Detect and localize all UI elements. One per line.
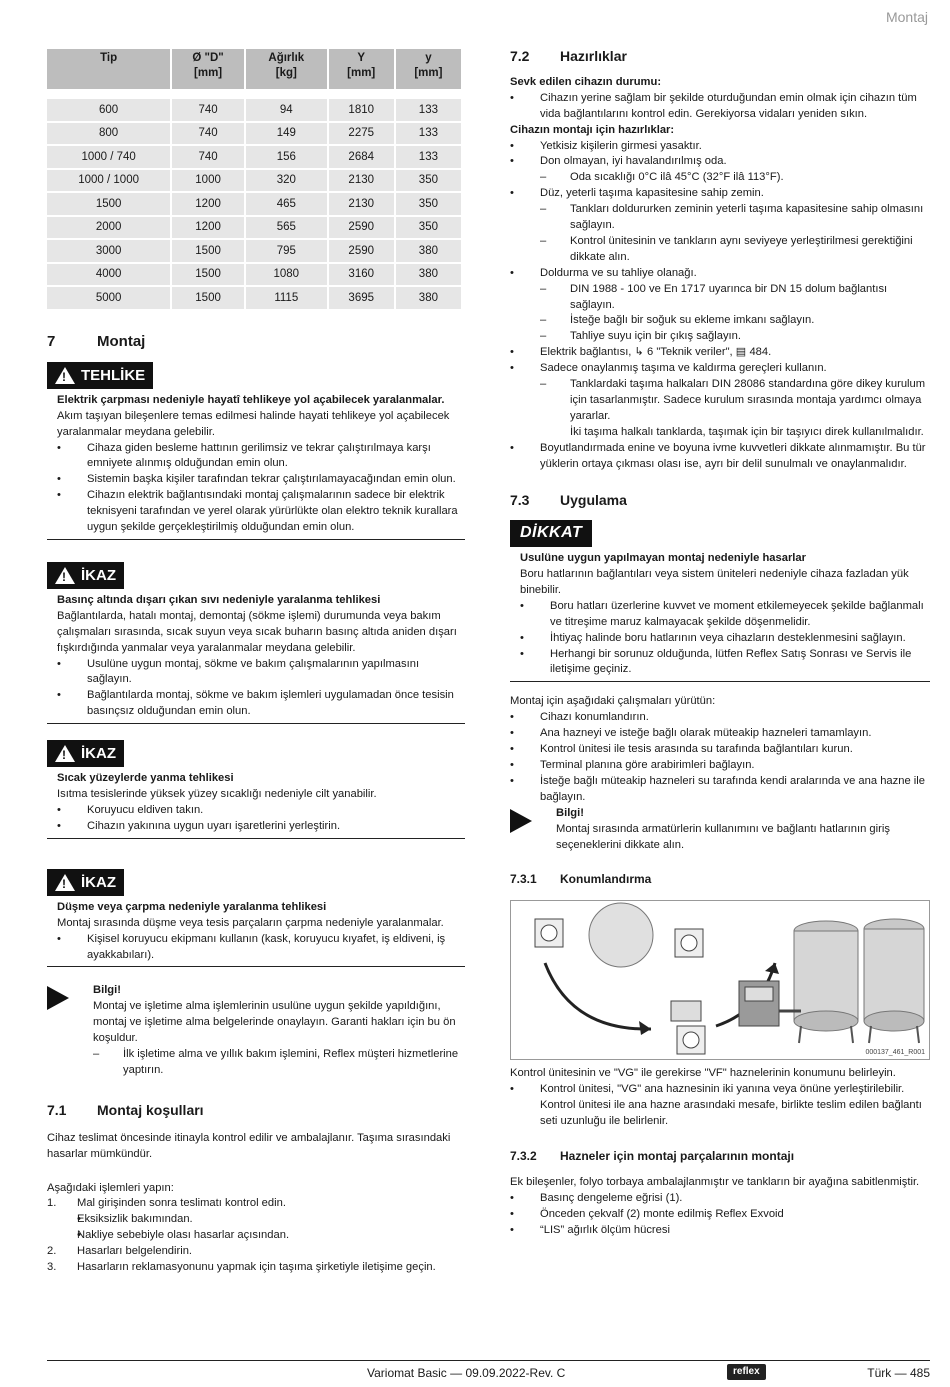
table-cell: 94 [246,99,327,121]
table-cell: 149 [246,123,327,145]
section-7-1-heading: 7.1 Montaj koşulları [47,1101,204,1118]
table-cell: 3000 [47,240,170,262]
section-7-3-heading: 7.3 Uygulama [510,491,627,508]
table-cell: 600 [47,99,170,121]
bullet-list [510,91,930,123]
table-cell: 3695 [329,287,394,309]
table-cell: 380 [396,240,461,262]
warning-box-2 [47,740,465,839]
table-cell: 1200 [172,217,244,239]
info-note-2 [510,806,930,854]
danger-title: Elektrik çarpması nedeniyle hayatî tehlikeye yol açabilecek yaralanmalar. [57,393,445,406]
list-item: • Herhangi bir sorunuz olduğunda, lütfen Reflex Satış Sonrası ve Servis ile iletişime geçiniz. [520,647,930,679]
list-item: • Boyutlandırmada enine ve boyuna ivme kuvvetleri dikkate alınmamıştır. Bu tür yüklerin ortaya çıkması olası ise, ayrı bir delil sunulmalı ve onaylanmalıdır. [510,441,930,473]
list-item: • Yetkisiz kişilerin girmesi yasaktır. [510,139,930,155]
info-note-1 [47,983,465,1078]
table-row [47,170,461,192]
table-cell: 740 [172,99,244,121]
table-cell: 380 [396,287,461,309]
warning-title: Sıcak yüzeylerde yanma tehlikesi [57,772,234,785]
table-cell: 5000 [47,287,170,309]
danger-intro: Akım taşıyan bileşenlere temas edilmesi halinde hayati tehlikeye yol açabilecek yaralanmalar meydana gelebilir. [57,409,450,438]
list-item: – DIN 1988 - 100 ve En 1717 uyarınca bir DN 15 dolum bağlantısı sağlayın. [510,282,930,314]
table-cell: 1500 [172,287,244,309]
section-7-2-heading: 7.2 Hazırlıklar [510,48,627,64]
list-item: • Nakliye sebebiyle olası hasarlar açısından. [47,1228,465,1244]
table-cell: 1200 [172,193,244,215]
prep-list [510,139,930,171]
list-item: • Düz, yeterli taşıma kapasitesine sahip zemin. [510,186,930,202]
list-item: • Bağlantılarda montaj, sökme ve bakım işlemleri uygulamadan önce tesisin basınçsız olduğundan emin olun. [57,688,465,720]
info-dash-item: – İlk işletime alma ve yıllık bakım işlemini, Reflex müşteri hizmetlerine yaptırın. [63,1047,465,1079]
info-title: Bilgi! [93,984,121,997]
list-item: • Usulüne uygun montaj, sökme ve bakım çalışmalarının yapılmasını sağlayın. [57,657,465,689]
table-cell: 156 [246,146,327,168]
table-cell: 2000 [47,217,170,239]
table-row [47,264,461,286]
table-row [47,146,461,168]
table-cell: 1115 [246,287,327,309]
list-item: – Tankları doldururken zeminin yeterli taşıma kapasitesine sahip olmasını sağlayın. [510,202,930,234]
warning-intro: Isıtma tesislerinde yüksek yüzey sıcaklığı nedeniyle cilt yanabilir. [57,788,377,801]
bullet-list [510,1082,930,1130]
notice-box [510,520,930,682]
table-cell: 2130 [329,170,394,192]
table-cell: 133 [396,99,461,121]
subheading: Sevk edilen cihazın durumu: [510,75,662,88]
table-row [47,287,461,309]
table-row [47,217,461,239]
bullet-list [510,710,930,805]
paragraph: Montaj için aşağıdaki çalışmaları yürütün: [510,695,716,708]
warning-triangle-icon [55,874,75,891]
table-header-cell: Y [mm] [329,49,394,89]
table-row [47,99,461,121]
list-item: • Kişisel koruyucu ekipmanı kullanın (kask, koruyucu kıyafet, iş eldiveni, iş ayakkabıları). [57,932,465,964]
warning-intro: Montaj sırasında düşme veya tesis parçaların çarpma nedeniyle yaralanmalar. [57,916,444,929]
list-item: – İsteğe bağlı bir soğuk su ekleme imkanı sağlayın. [510,313,930,329]
warning-list [57,657,465,721]
notice-list [520,599,930,679]
list-item: • Cihazın yerine sağlam bir şekilde oturduğundan emin olmak için cihazın tüm vida bağlantılarını kontrol edin. Gerekiyorsa vidaları yeniden sıkın. [510,91,930,123]
list-item: • Cihaza giden besleme hattının gerilimsiz ve tekrar çalıştırılmaya karşı emniyete alınmış olduğundan emin olun. [57,441,465,473]
footer [47,1360,930,1380]
list-item: • Cihazın elektrik bağlantısındaki montaj çalışmalarının sadece bir elektrik teknisyeni tarafından ve yerel olarak yürürlükte olan elektro teknik kurallara uygun şekilde gerçekleştirilmiş olduğundan emin olun. [57,488,465,536]
footer-doc-title: Variomat Basic — 09.09.2022-Rev. C [367,1366,566,1380]
list-item: • İsteğe bağlı müteakip hazneleri su tarafında kendi aralarında ve ana hazne ile bağlayın. [510,774,930,806]
list-item: • “LIS” ağırlık ölçüm hücresi [510,1223,930,1239]
dash-list [510,202,930,266]
step-item: 1. Mal girişinden sonra teslimatı kontrol edin. [47,1197,286,1210]
table-row [47,193,461,215]
list-item: • Sistemin başka kişiler tarafından tekrar çalıştırılamayacağından emin olun. [57,472,465,488]
list-item: • Terminal planına göre arabirimleri bağlayın. [510,758,930,774]
list-item: • Cihazı konumlandırın. [510,710,930,726]
warning-badge: ! İKAZ [47,740,124,767]
positioning-illustration [511,901,929,1059]
table-cell: 1810 [329,99,394,121]
list-item: • Önceden çekvalf (2) monte edilmiş Reflex Exvoid [510,1207,930,1223]
table-cell: 1000 / 740 [47,146,170,168]
notice-intro: Boru hatlarının bağlantıları veya sistem üniteleri nedeniyle cihaza fazladan yük binebilir. [520,568,909,596]
list-item: • Kontrol ünitesi ile tesis arasında su tarafında bağlantıları kurun. [510,742,930,758]
warning-badge: ! İKAZ [47,869,124,896]
table-cell: 465 [246,193,327,215]
table-cell: 350 [396,193,461,215]
table-cell: 2275 [329,123,394,145]
table-header-cell: Ø "D" [mm] [172,49,244,89]
footer-page: Türk — 485 [867,1366,930,1380]
notice-badge: DİKKAT [510,520,592,547]
danger-badge: ! TEHLİKE [47,362,153,389]
list-item: • Eksiksizlik bakımından. [47,1212,465,1228]
warning-triangle-icon [55,567,75,584]
section-7-3-1-heading: 7.3.1 Konumlandırma [510,872,652,887]
table-header-cell: Tip [47,49,170,89]
table-cell: 1000 / 1000 [47,170,170,192]
warning-box-1 [47,562,465,724]
info-arrow-icon [510,809,532,833]
list-item: • Cihazın yakınına uygun uyarı işaretlerini yerleştirin. [57,819,465,835]
table-cell: 320 [246,170,327,192]
left-column [47,47,465,1276]
warning-triangle-icon [55,367,75,384]
warning-title: Düşme veya çarpma nedeniyle yaralanma tehlikesi [57,900,327,913]
section-7-heading: 7 Montaj [47,332,146,350]
table-cell: 740 [172,146,244,168]
table-header-cell: y [mm] [396,49,461,89]
warning-list [57,803,465,835]
table-cell: 133 [396,146,461,168]
list-item: – Oda sıcaklığı 0°C ilâ 45°C (32°F ilâ 113°F). [510,170,930,186]
table-cell: 1500 [47,193,170,215]
list-item: • Boru hatları üzerlerine kuvvet ve moment etkilemeyecek şekilde bağlanmalı ve titreşime maruz kalmayacak şekilde döşenmelidir. [520,599,930,631]
paragraph: Kontrol ünitesinin ve "VG" ile gerekirse "VF" haznelerinin konumunu belirleyin. [510,1067,896,1080]
table-cell: 2590 [329,217,394,239]
table-cell: 133 [396,123,461,145]
list-item: • Don olmayan, iyi havalandırılmış oda. [510,154,930,170]
info-arrow-icon [47,986,69,1010]
positioning-figure [510,900,930,1060]
list-item: • Basınç dengeleme eğrisi (1). [510,1191,930,1207]
table-cell: 740 [172,123,244,145]
info-title: Bilgi! [556,806,584,819]
list-item: – Tahliye suyu için bir çıkış sağlayın. [510,329,930,345]
step-item: 3. Hasarların reklamasyonunu yapmak için taşıma şirketiyle iletişime geçin. [47,1261,436,1274]
danger-list [57,441,465,536]
table-cell: 800 [47,123,170,145]
table-cell: 1500 [172,264,244,286]
table-row [47,240,461,262]
table-cell: 795 [246,240,327,262]
paragraph: Aşağıdaki işlemleri yapın: [47,1181,174,1194]
table-cell: 565 [246,217,327,239]
list-item: • Doldurma ve su tahliye olanağı. [510,266,930,282]
table-cell: 2684 [329,146,394,168]
reflex-logo: reflex [727,1364,766,1380]
warning-triangle-icon [55,745,75,762]
list-item: • Kontrol ünitesi, "VG" ana haznesinin iki yanına veya önüne yerleştirilebilir. Kontrol ünitesi ile ana hazne arasındaki mesafe, birlikte teslim edilen bağlantı seti uzunluğu ile belirlenir. [510,1082,930,1130]
table-cell: 2590 [329,240,394,262]
header-section: Montaj [885,9,928,25]
warning-list [57,932,465,964]
right-column [510,47,930,1239]
list-item: • Elektrik bağlantısı, ↳ 6 "Teknik veriler", ▤ 484. [510,345,930,361]
table-cell: 4000 [47,264,170,286]
danger-box [47,362,465,540]
table-cell: 350 [396,217,461,239]
table-cell: 1080 [246,264,327,286]
table-cell: 2130 [329,193,394,215]
paragraph: Cihaz teslimat öncesinde itinayla kontrol edilir ve ambalajlanır. Taşıma sırasındaki hasarlar mümkündür. [47,1131,451,1160]
paragraph: Ek bileşenler, folyo torbaya ambalajlanmıştır ve tankların bir ayağına sabitlenmiştir. [510,1176,920,1189]
warning-badge: ! İKAZ [47,562,124,589]
warning-intro: Bağlantılarda, hatalı montaj, demontaj (sökme işlemi) durumunda veya bakım çalışmaları sırasında, sıcak suyun veya sıcak buharın basınç altıda aniden dışarı fışkırdığında yanmalar veya yaralanmalar meydana gelebilir. [57,609,457,654]
list-item: – Kontrol ünitesinin ve tankların aynı seviyeye yerleştirilmesi gerektiğini dikkate alın. [510,234,930,266]
steps-list [47,1196,465,1276]
warning-box-3 [47,869,465,968]
table-cell: 380 [396,264,461,286]
notice-title: Usulüne uygun yapılmayan montaj nedeniyle hasarlar [520,552,806,565]
table-cell: 1500 [172,240,244,262]
list-item: • Sadece onaylanmış taşıma ve kaldırma gereçleri kullanın. [510,361,930,377]
list-item: • Ana hazneyi ve isteğe bağlı olarak müteakip hazneleri tamamlayın. [510,726,930,742]
section-7-3-2-heading: 7.3.2 Hazneler için montaj parçalarının montajı [510,1149,795,1164]
bullet-list [510,1191,930,1239]
figure-code: 000137_461_R001 [865,1048,925,1056]
info-text: Montaj sırasında armatürlerin kullanımını ve bağlantı hatlarının giriş seçeneklerini dikkate alın. [556,822,890,851]
table-row [47,123,461,145]
list-item: – Tanklardaki taşıma halkaları DIN 28086 standardına göre dikey kurulum için tasarlanmıştır. Sadece kurulum sırasında montaja yardımcı olmaya yararlar. İki taşıma halkalı tanklarda, taşımak için bir taşıyıcı direk kullanılmalıdır. [510,377,930,441]
table-header-cell: Ağırlık [kg] [246,49,327,89]
list-item: • İhtiyaç halinde boru hatlarının veya cihazların desteklenmesini sağlayın. [520,631,930,647]
table-cell: 3160 [329,264,394,286]
dash-list [510,282,930,346]
dimensions-table [45,47,463,311]
table-cell: 350 [396,170,461,192]
warning-title: Basınç altında dışarı çıkan sıvı nedeniyle yaralanma tehlikesi [57,593,381,606]
subheading: Cihazın montajı için hazırlıklar: [510,123,675,136]
table-cell: 1000 [172,170,244,192]
list-item: • Koruyucu eldiven takın. [57,803,465,819]
info-text: Montaj ve işletime alma işlemlerinin usulüne uygun şekilde yapıldığını, montaj ve işletime alma belgelerinde onaylayın. Garanti hakları için bu ön koşuldur. [93,1000,456,1045]
step-item: 2. Hasarları belgelendirin. [47,1245,193,1258]
